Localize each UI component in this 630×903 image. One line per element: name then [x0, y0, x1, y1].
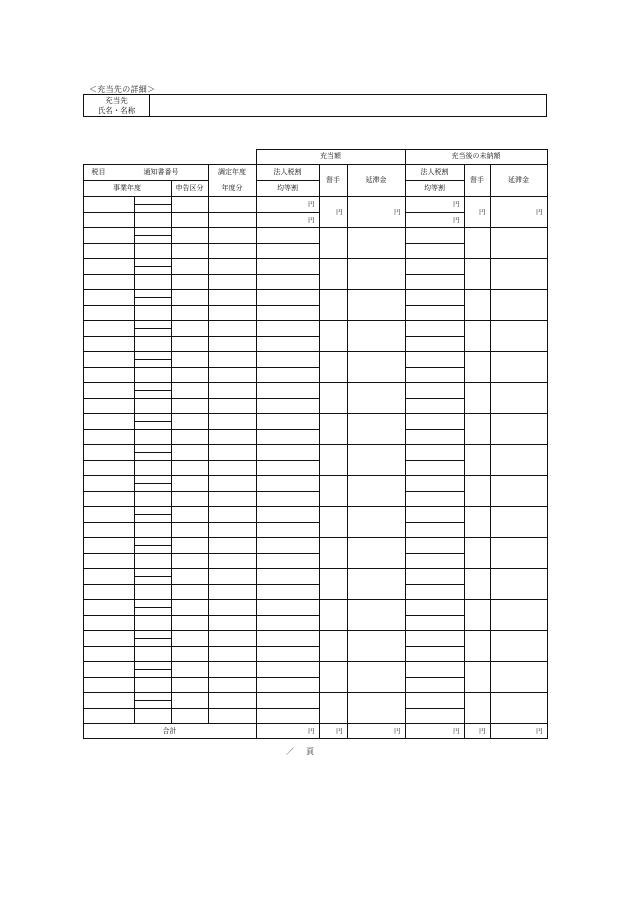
amount-record-line — [256, 413, 548, 414]
record-sub-line — [134, 359, 172, 360]
record-line — [83, 258, 257, 259]
header-tax-item: 税目 — [91, 168, 106, 176]
record-mid-line — [83, 677, 257, 678]
amount-record-line — [256, 537, 548, 538]
amount-record-line — [256, 599, 548, 600]
record-line — [83, 506, 257, 507]
record-sub-line — [134, 328, 172, 329]
yen-unpaid-percap: 円 — [453, 216, 460, 224]
applied-mid-line — [256, 615, 320, 616]
applied-mid-line — [256, 460, 320, 461]
destination-label-line1: 充当先 — [105, 96, 128, 105]
col-dunning — [319, 164, 320, 739]
record-line — [83, 227, 257, 228]
yen-unpaid-corp: 円 — [453, 200, 460, 208]
record-sub-line — [134, 297, 172, 298]
col-filing — [171, 180, 172, 724]
yen-total-applied: 円 — [308, 727, 315, 735]
header-filing-type: 申告区分 — [175, 184, 204, 192]
yen-total-unpaid: 円 — [453, 727, 460, 735]
unpaid-mid-line — [405, 367, 465, 368]
col-unpaid-dunning — [464, 164, 465, 739]
header-applied-amount: 充当額 — [320, 152, 341, 160]
amount-record-line — [256, 475, 548, 476]
record-sub-line — [134, 483, 172, 484]
record-mid-line — [83, 522, 257, 523]
applied-mid-line — [256, 491, 320, 492]
yen-applied-percap: 円 — [308, 216, 315, 224]
record-sub-line — [134, 204, 172, 205]
amount-record-line — [256, 320, 548, 321]
record-line — [83, 413, 257, 414]
record-line — [83, 630, 257, 631]
record-line — [83, 599, 257, 600]
yen-applied-corp: 円 — [308, 200, 315, 208]
record-mid-line — [83, 584, 257, 585]
amount-record-line — [256, 289, 548, 290]
header-per-capita: 均等割 — [277, 184, 298, 192]
record-mid-line — [83, 429, 257, 430]
unpaid-mid-line — [405, 553, 465, 554]
unpaid-mid-line — [405, 212, 465, 213]
amount-record-line — [256, 692, 548, 693]
applied-mid-line — [256, 274, 320, 275]
header-line — [83, 164, 548, 165]
yen-total-unpaid-late: 円 — [536, 727, 543, 735]
header-unpaid-after: 充当後の未納額 — [451, 152, 501, 160]
col-late-fee — [347, 164, 348, 739]
record-line — [83, 661, 257, 662]
record-line — [83, 320, 257, 321]
record-mid-line — [83, 646, 257, 647]
amount-record-line — [256, 382, 548, 383]
header-dunning: 督手 — [326, 176, 340, 184]
col-notice — [134, 196, 135, 724]
applied-mid-line — [256, 646, 320, 647]
col-assessment — [208, 164, 209, 724]
amount-record-line — [256, 661, 548, 662]
yen-total-applied-dunning: 円 — [336, 727, 343, 735]
amount-record-line — [256, 723, 548, 724]
applied-mid-line — [256, 336, 320, 337]
applied-mid-line — [256, 305, 320, 306]
yen-unpaid-dunning: 円 — [479, 208, 486, 216]
header-unpaid-dunning: 督手 — [470, 176, 484, 184]
col-left — [83, 164, 84, 739]
record-mid-line — [83, 460, 257, 461]
unpaid-mid-line — [405, 522, 465, 523]
amount-record-line — [256, 227, 548, 228]
record-sub-line — [134, 421, 172, 422]
header-business-year: 事業年度 — [113, 184, 141, 192]
header-mid-line-left — [83, 180, 209, 181]
amount-record-line — [256, 568, 548, 569]
record-line — [83, 692, 257, 693]
record-mid-line — [83, 615, 257, 616]
unpaid-mid-line — [405, 243, 465, 244]
header-unpaid-corp-tax: 法人税割 — [420, 168, 449, 176]
unpaid-mid-line — [405, 677, 465, 678]
section-title: ＜充当先の詳細＞ — [89, 85, 156, 94]
record-line — [83, 723, 257, 724]
unpaid-mid-line — [405, 460, 465, 461]
record-mid-line — [83, 243, 257, 244]
page-number: ／ 頁 — [286, 747, 316, 756]
yen-total-unpaid-dunning: 円 — [479, 727, 486, 735]
header-unpaid-late-fee: 延滞金 — [508, 176, 529, 184]
col-applied — [256, 149, 257, 739]
record-line — [83, 537, 257, 538]
yen-total-applied-late: 円 — [394, 727, 401, 735]
record-mid-line — [83, 491, 257, 492]
header-mid-line-applied — [256, 180, 320, 181]
yen-applied-dunning: 円 — [336, 208, 343, 216]
applied-mid-line — [256, 522, 320, 523]
record-mid-line — [83, 708, 257, 709]
record-sub-line — [134, 700, 172, 701]
header-mid-line-unpaid — [405, 180, 465, 181]
applied-mid-line — [256, 429, 320, 430]
amount-record-line — [256, 258, 548, 259]
destination-label-line2: 氏名・名称 — [97, 106, 136, 115]
header-notice-number: 通知書番号 — [143, 168, 179, 176]
unpaid-mid-line — [405, 305, 465, 306]
applied-mid-line — [256, 367, 320, 368]
total-label: 合計 — [162, 727, 177, 735]
record-sub-line — [134, 266, 172, 267]
record-line — [83, 444, 257, 445]
record-line — [83, 382, 257, 383]
record-line — [83, 568, 257, 569]
unpaid-mid-line — [405, 274, 465, 275]
unpaid-mid-line — [405, 398, 465, 399]
amount-record-line — [256, 351, 548, 352]
record-sub-line — [134, 235, 172, 236]
yen-applied-late: 円 — [394, 208, 401, 216]
record-sub-line — [134, 669, 172, 670]
record-mid-line — [83, 336, 257, 337]
unpaid-mid-line — [405, 336, 465, 337]
record-line — [83, 351, 257, 352]
applied-mid-line — [256, 398, 320, 399]
record-sub-line — [134, 545, 172, 546]
applied-mid-line — [256, 243, 320, 244]
table-bottom-line — [83, 738, 548, 739]
applied-mid-line — [256, 708, 320, 709]
header-unpaid-per-capita: 均等割 — [424, 184, 445, 192]
header-late-fee: 延滞金 — [365, 176, 387, 184]
record-mid-line — [83, 212, 257, 213]
unpaid-mid-line — [405, 615, 465, 616]
record-mid-line — [83, 274, 257, 275]
record-sub-line — [134, 638, 172, 639]
unpaid-mid-line — [405, 429, 465, 430]
unpaid-mid-line — [405, 646, 465, 647]
record-mid-line — [83, 367, 257, 368]
unpaid-mid-line — [405, 708, 465, 709]
unpaid-mid-line — [405, 491, 465, 492]
record-sub-line — [134, 452, 172, 453]
col-unpaid-late-fee — [490, 164, 491, 739]
record-sub-line — [134, 390, 172, 391]
record-mid-line — [83, 553, 257, 554]
yen-unpaid-late: 円 — [536, 208, 543, 216]
header-year-portion: 年度分 — [221, 184, 243, 192]
record-sub-line — [134, 576, 172, 577]
applied-mid-line — [256, 584, 320, 585]
record-sub-line — [134, 514, 172, 515]
record-sub-line — [134, 607, 172, 608]
header-top-line — [256, 149, 548, 150]
applied-mid-line — [256, 212, 320, 213]
applied-mid-line — [256, 553, 320, 554]
record-line — [83, 289, 257, 290]
applied-mid-line — [256, 677, 320, 678]
amount-record-line — [256, 444, 548, 445]
record-mid-line — [83, 398, 257, 399]
body-top-line — [83, 196, 548, 197]
amount-record-line — [256, 506, 548, 507]
col-unpaid — [405, 149, 406, 739]
record-line — [83, 475, 257, 476]
unpaid-mid-line — [405, 584, 465, 585]
header-corp-tax: 法人税割 — [273, 168, 302, 176]
header-assessment-year: 調定年度 — [218, 168, 246, 176]
col-right — [547, 149, 548, 739]
amount-record-line — [256, 630, 548, 631]
record-mid-line — [83, 305, 257, 306]
